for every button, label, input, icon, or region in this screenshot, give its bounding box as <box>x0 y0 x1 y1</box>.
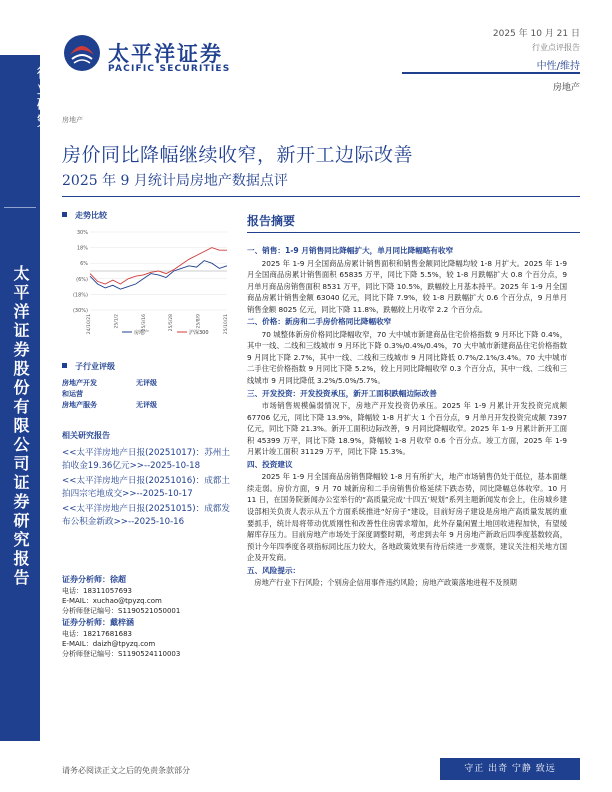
analyst-name: 证券分析师：戴梓涵 <box>62 618 134 627</box>
summary-section-heading: 四、投资建议 <box>247 459 293 469</box>
analyst-email[interactable]: E-MAIL：xuchao@tpyzq.com <box>62 597 162 605</box>
page-title: 房价同比降幅继续收窄，新开工边际改善 <box>62 144 414 166</box>
sub-rating-table <box>62 378 237 411</box>
industry-name: 房地产 <box>552 83 580 93</box>
chart-xtick-label: 25/10/21 <box>224 314 229 335</box>
chart-legend-label: 沪深300 <box>189 330 209 336</box>
chart-series-line <box>90 248 227 284</box>
summary-paragraph: 70 城整体新房价格同比降幅收窄，70 大中城市新建商品住宅价格指数 9 月环比下降 0.4%，其中一线、二线和三线城市 9 月环比下降 0.3%/0.4%/0.4%，70 大中城市新建商品住宅价格指数 9 月同比下降 2.7%，其中一线、二线和三线城市 9 月同比降低 0.7%/2.1%/3.4%。70 大中城市二手住宅价格指数 9 月同比下降 5.2%，较上月同比降幅收窄 0.3 个百分点，其中一线、二线和三线城市 9 月同比降低 3.2%/5.0%/5.7%。 <box>247 329 567 386</box>
summary-body <box>247 244 567 589</box>
summary-section-heading: 一、销售：1-9 月销售同比降幅扩大，单月同比降幅略有收窄 <box>247 246 454 255</box>
chart-xtick-label: 25/5/28 <box>169 314 175 332</box>
chart-xtick-label: 25/8/9 <box>196 314 202 329</box>
summary-heading: 报告摘要 <box>247 214 296 228</box>
sector-tag: 房地产 <box>62 116 83 124</box>
sub-rating-heading: 子行业评级 <box>62 361 115 372</box>
analyst-email[interactable]: E-MAIL：daizh@tpyzq.com <box>62 640 156 648</box>
chart-ytick-label: 18% <box>76 245 88 252</box>
logo-text-cn: 太平洋证券 <box>108 42 223 66</box>
chart-ytick-label: 30% <box>76 230 88 236</box>
sidebar-category: 行业研究 <box>35 65 51 129</box>
chart-ytick-label: 6% <box>80 261 88 268</box>
header-rule <box>402 72 580 74</box>
chart-ytick-label: (30%) <box>72 308 88 314</box>
page-subtitle: 2025 年 9 月统计局房地产数据点评 <box>62 173 288 189</box>
summary-section-heading: 三、开发投资：开发投资承压，新开工面积跌幅边际改善 <box>247 388 437 398</box>
analyst-block <box>62 573 237 659</box>
related-heading: 相关研究报告 <box>62 431 110 440</box>
chart-xtick-label: 25/1/2 <box>114 314 120 329</box>
sidebar-divider <box>4 207 36 208</box>
related-list <box>62 447 234 531</box>
related-report-link[interactable]: <<太平洋房地产日报(20251017)：苏州土拍收金19.36亿元>>--2025-10-18 <box>62 448 230 471</box>
heading-square-icon <box>62 212 67 217</box>
chart-ytick-label: (6%) <box>76 276 88 283</box>
logo-text-en: PACIFIC SECURITIES <box>108 64 231 74</box>
sub-rating-row: 和运营 <box>62 390 83 398</box>
summary-section-heading: 五、风险提示： <box>247 565 301 575</box>
analyst-name: 证券分析师：徐超 <box>62 575 126 584</box>
footer-slogan: 守正 出奇 宁静 致远 <box>440 758 580 780</box>
sub-rating-row: 房地产开发 无评级 <box>62 379 157 387</box>
chart-ytick-label: (18%) <box>72 292 88 299</box>
sidebar-bar <box>0 55 51 741</box>
analyst-phone: 电话：18217681683 <box>62 630 132 638</box>
summary-paragraph: 房地产行业下行风险；个别房企信用事件违约风险；房地产政策落地进程不及预期 <box>254 578 517 588</box>
summary-rule <box>247 232 580 233</box>
chart-xtick-label: 25/3/16 <box>141 314 147 332</box>
trend-heading: 走势比较 <box>62 210 107 221</box>
summary-paragraph: 2025 年 1-9 月全国商品房累计销售面积和销售金额同比降幅均较 1-8 月扩大。2025 年 1-9 月全国商品房累计销售面积 65835 万平，同比下降 5.5%，较 1-8 月跌幅扩大 0.8 个百分点，9 月单月商品房销售面积 8531 万平，同比下降 10.5%，跌幅较上月基本持平。2025 年 1-9 月全国商品房累计销售金额 63040 亿元，同比下降 7.9%，较 1-8 月跌幅扩大 0.6 个百分点，9 月单月销售金额 8025 亿元，同比下降 11.8%，跌幅较上月收窄 2.2 个百分点。 <box>247 258 567 314</box>
report-type: 行业点评报告 <box>532 43 580 52</box>
chart-series-line <box>90 261 227 290</box>
analyst-cert: 分析师登记编号：S1190521050001 <box>62 607 181 615</box>
trend-chart <box>62 226 242 338</box>
industry-rating: 中性/维持 <box>536 61 580 72</box>
report-date: 2025 年 10 月 21 日 <box>492 29 580 39</box>
heading-square-icon <box>62 363 67 368</box>
title-rule <box>62 196 580 197</box>
related-report-link[interactable]: <<太平洋房地产日报(20251016)：成都土拍四宗宅地成交>>--2025-10-17 <box>62 476 230 499</box>
logo-icon <box>62 33 102 73</box>
related-report-link[interactable]: <<太平洋房地产日报(20251015)：成都发布公积金新政>>--2025-10-16 <box>62 504 230 527</box>
sidebar-company: 太平洋证券股份有限公司证券研究报告 <box>11 265 30 588</box>
footer-disclaimer: 请务必阅读正文之后的免责条款部分 <box>62 766 190 775</box>
chart-xtick-label: 24/10/21 <box>87 314 92 335</box>
summary-section-heading: 二、价格：新房和二手房价格同比降幅收窄 <box>247 317 392 327</box>
chart-legend-label: 房地产 <box>134 330 150 336</box>
summary-paragraph: 2025 年 1-9 月全国商品房销售降幅较 1-8 月有所扩大，地产市场销售仍处于低位，基本面继续走弱。房价方面，9 月 70 城新房和二手房销售价格延续下跌态势，同比降幅总体收窄。10 月 11 日，在国务院新闻办公室举行的“高质量完成‘十四五’规划”系列主题新闻发布会上，住房城乡建设部相关负责人表示从五个方面系统推进“好房子”建设，目前好房子建设是房地产高质量发展的重要抓手，统计局将带动优质刚性和改善性住房需求增加，此外存量闲置土地回收进程加快，有望缓解库存压力。目前房地产市场处于深度调整时期，考虑到去年 9 月房地产新政后四季度基数较高，预计今年四季度各项指标同比压力较大，各地政策效果有待后续进一步观察，建议关注相关地方国企及开发商。 <box>247 472 567 563</box>
analyst-phone: 电话：18311057693 <box>62 587 132 595</box>
analyst-cert: 分析师登记编号：S1190524110003 <box>62 650 181 658</box>
summary-paragraph: 市场销售规模偏弱情况下，房地产开发投资仍承压。2025 年 1-9 月累计开发投资完成额 67706 亿元，同比下降 13.9%，降幅较 1-8 月扩大 1 个百分点，9 月单月开发投资完成额 7397 亿元，同比下降 21.3%。新开工面积边际改善，9 月同比降幅收窄。2025 年 1-9 月累计新开工面积 45399 万平，同比下降 18.9%，降幅较 1-8 月收窄 0.6 个百分点。竣工方面，2025 年 1-9 月累计竣工面积 31129 万平，同比下降 15.3%。 <box>247 401 567 457</box>
sub-rating-row: 房地产服务 无评级 <box>62 401 157 409</box>
